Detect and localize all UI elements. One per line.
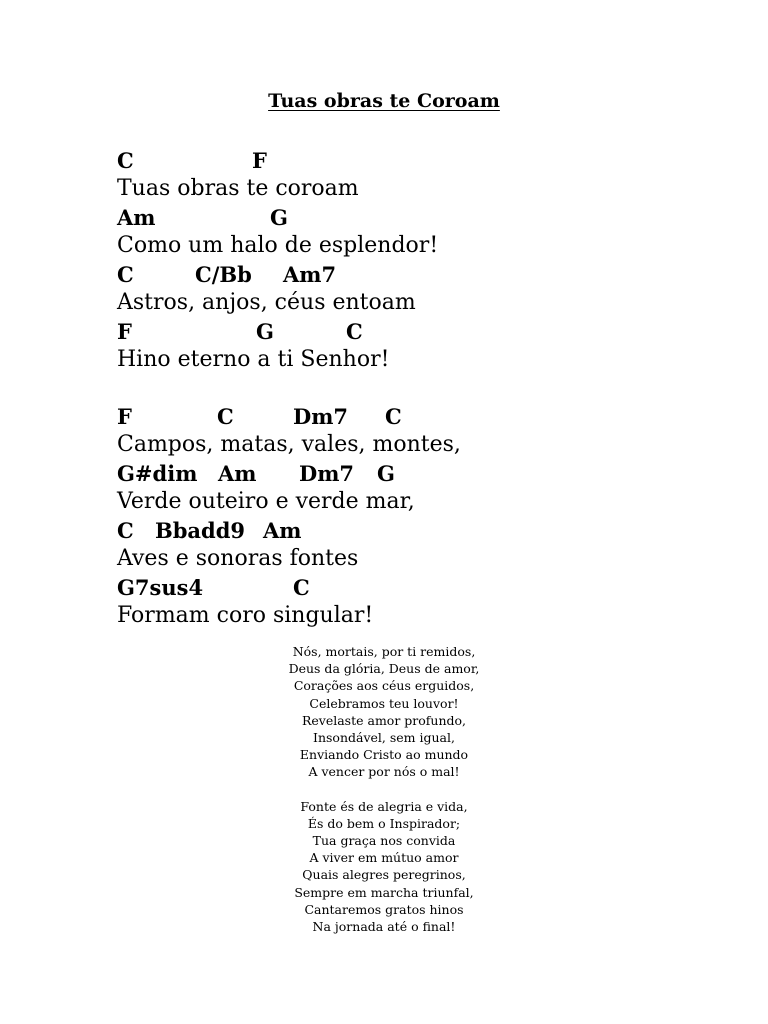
chord: G: [377, 461, 395, 486]
verse-1: [117, 146, 677, 374]
stanza-line: Revelaste amor profundo,: [301, 712, 467, 728]
stanza-4: [0, 798, 768, 936]
chord: Am: [218, 461, 257, 486]
stanza-line: A vencer por nós o mal!: [308, 764, 460, 780]
stanza-line: És do bem o Inspirador;: [307, 815, 461, 831]
song-title: Tuas obras te Coroam: [268, 90, 500, 112]
song-body: [117, 146, 677, 630]
chord: C: [385, 404, 402, 429]
lyric-line: Aves e sonoras fontes: [117, 546, 359, 571]
chord-line: [117, 203, 677, 232]
chord-line: [117, 146, 677, 175]
chord: Dm7: [299, 461, 355, 486]
chord: G: [256, 319, 274, 344]
stanza-line: Nós, mortais, por ti remidos,: [292, 644, 476, 659]
chord: F: [252, 148, 267, 173]
stanza-line: Insondável, sem igual,: [313, 730, 455, 746]
stanza-line: A viver em mútuo amor: [309, 850, 459, 866]
chord: C/Bb: [195, 262, 252, 287]
additional-verses: [0, 643, 768, 935]
chord: C: [117, 518, 134, 543]
chord: Am7: [283, 262, 337, 287]
stanza-line: Enviando Cristo ao mundo: [299, 747, 469, 763]
chord: C: [293, 575, 310, 600]
verse-2: [117, 402, 677, 630]
chord: Am: [117, 205, 156, 230]
chord-line: [117, 516, 677, 545]
stanza-line: Cantaremos gratos hinos: [304, 901, 464, 917]
chord-line: [117, 573, 677, 602]
chord-line: [117, 402, 677, 431]
chord-line: [117, 459, 677, 488]
stanza-line: Quais alegres peregrinos,: [302, 867, 466, 883]
stanza-line: Tua graça nos convida: [312, 833, 456, 849]
chord: C: [346, 319, 363, 344]
stanza-line: Sempre em marcha triunfal,: [294, 884, 474, 900]
lyric-line: Astros, anjos, céus entoam: [117, 290, 416, 315]
chord-line: [117, 260, 677, 289]
lyric-line: Hino eterno a ti Senhor!: [117, 347, 390, 372]
chord: F: [117, 404, 132, 429]
chord: Am: [263, 518, 302, 543]
lyric-line: Campos, matas, vales, montes,: [117, 432, 461, 457]
chord: C: [117, 148, 134, 173]
lyric-line: Formam coro singular!: [117, 603, 374, 628]
lyric-line: Tuas obras te coroam: [117, 176, 359, 201]
stanza-line: Na jornada até o final!: [312, 919, 456, 935]
lyric-line: Como um halo de esplendor!: [117, 233, 439, 258]
stanza-line: Deus da glória, Deus de amor,: [288, 661, 480, 677]
chord: Bbadd9: [155, 518, 246, 543]
chord-line: [117, 317, 677, 346]
stanza-line: Celebramos teu louvor!: [309, 695, 459, 711]
stanza-line: Fonte és de alegria e vida,: [300, 798, 468, 814]
stanza-line: Corações aos céus erguidos,: [293, 678, 475, 694]
lyric-line: Verde outeiro e verde mar,: [117, 489, 415, 514]
chord: G#dim: [117, 461, 198, 486]
chord: G7sus4: [117, 575, 204, 600]
chord: G: [270, 205, 288, 230]
chord: C: [117, 262, 134, 287]
chord: Dm7: [293, 404, 349, 429]
stanza-3: [0, 643, 768, 781]
chord: F: [117, 319, 132, 344]
chord: C: [217, 404, 234, 429]
